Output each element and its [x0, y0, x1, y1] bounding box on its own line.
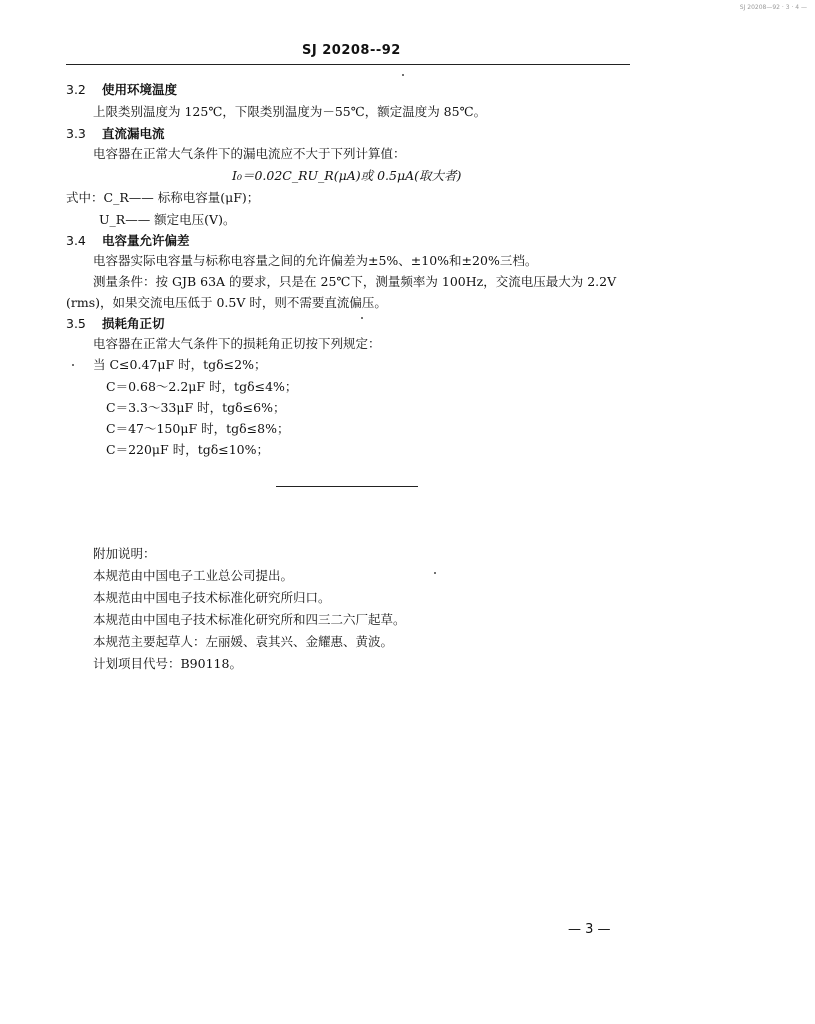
- list-item: 当 C≤0.47μF 时，tgδ≤2%；: [93, 357, 267, 372]
- section-heading-3-4: [66, 231, 190, 249]
- header-rule: [66, 64, 630, 65]
- section-number: 3.3: [66, 126, 86, 141]
- scan-speck: [434, 572, 436, 574]
- scan-speck: [72, 364, 74, 366]
- paragraph-leakage: 电容器在正常大气条件下的漏电流应不大于下列计算值：: [93, 146, 406, 161]
- list-item: C＝47～150μF 时，tgδ≤8%；: [106, 421, 290, 436]
- appendix-line: 本规范由中国电子工业总公司提出。: [93, 568, 294, 583]
- section-heading-3-3: [66, 124, 165, 142]
- list-item: C＝220μF 时，tgδ≤10%；: [106, 442, 270, 457]
- section-heading-3-2: [66, 80, 177, 98]
- formula-leakage: I₀＝0.02C_RU_R(μA)或 0.5μA(取大者): [232, 168, 462, 183]
- section-title: 电容量允许偏差: [102, 233, 190, 248]
- paragraph-tolerance: 电容器实际电容量与标称电容量之间的允许偏差为±5%、±10%和±20%三档。: [93, 253, 538, 268]
- section-title: 损耗角正切: [102, 316, 165, 331]
- corner-mark: SJ 20208—92 · 3 · 4 —: [739, 4, 807, 11]
- list-item: C＝0.68～2.2μF 时，tgδ≤4%；: [106, 379, 298, 394]
- section-heading-3-5: [66, 314, 165, 332]
- appendix-line: 本规范由中国电子技术标准化研究所和四三二六厂起草。: [93, 612, 406, 627]
- paragraph-loss-tangent: 电容器在正常大气条件下的损耗角正切按下列规定：: [93, 336, 381, 351]
- appendix-line: 本规范由中国电子技术标准化研究所归口。: [93, 590, 331, 605]
- section-number: 3.2: [66, 82, 86, 97]
- page-number: — 3 —: [568, 922, 611, 937]
- appendix-line: 本规范主要起草人：左丽媛、袁其兴、金耀惠、黄波。: [93, 634, 394, 649]
- paragraph-measurement: 测量条件：按 GJB 63A 的要求，只是在 25℃下，测量频率为 100Hz，交流电压最大为 2.2V: [93, 274, 617, 289]
- paragraph-measurement-cont: (rms)，如果交流电压低于 0.5V 时，则不需要直流偏压。: [66, 295, 387, 310]
- appendix-title: 附加说明：: [93, 546, 156, 561]
- section-number: 3.5: [66, 316, 86, 331]
- scan-speck: [402, 74, 404, 76]
- where-cr: 式中：C_R—— 标称电容量(μF)；: [66, 190, 260, 205]
- end-rule: [276, 486, 418, 487]
- section-number: 3.4: [66, 233, 86, 248]
- list-item: C＝3.3～33μF 时，tgδ≤6%；: [106, 400, 286, 415]
- section-title: 使用环境温度: [102, 82, 178, 97]
- paragraph-temperature: 上限类别温度为 125℃，下限类别温度为－55℃，额定温度为 85℃。: [93, 104, 487, 119]
- appendix-line: 计划项目代号：B90118。: [93, 656, 242, 671]
- section-title: 直流漏电流: [102, 126, 165, 141]
- doc-id-header: SJ 20208--92: [302, 43, 401, 58]
- where-ur: U_R—— 额定电压(V)。: [99, 212, 236, 227]
- scan-speck: [361, 317, 363, 319]
